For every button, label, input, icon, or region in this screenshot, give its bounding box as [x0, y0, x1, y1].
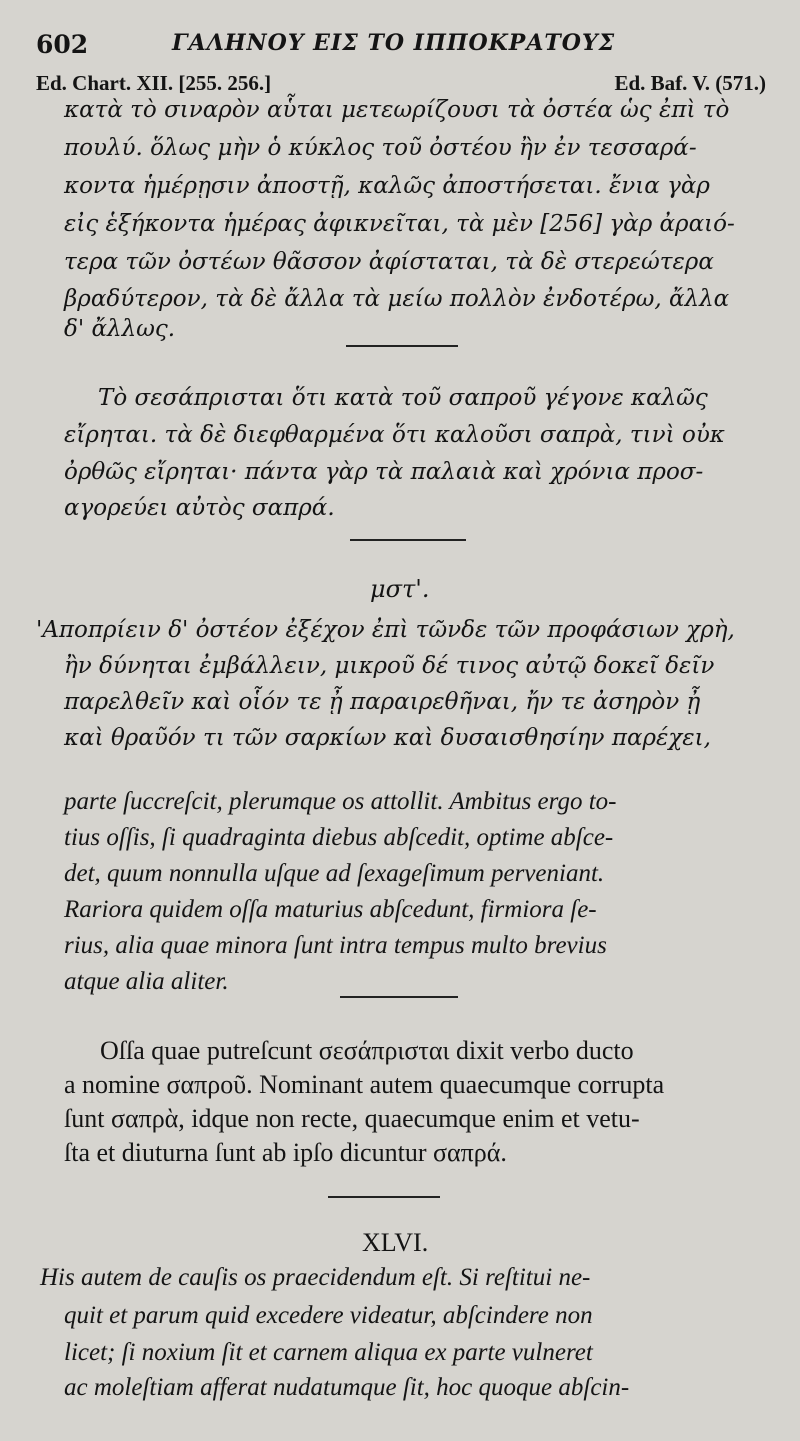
latin-section-heading: XLVI.: [362, 1228, 429, 1257]
greek-line: 'Αποπρίειν δ' ὀστέον ἐξέχον ἐπὶ τῶνδε τῶν προφάσιων χρὴ,: [36, 617, 735, 643]
greek-line: εἴρηται. τὰ δὲ διεφθαρμένα ὅτι καλοῦσι σαπρὰ, τινὶ οὐκ: [64, 422, 725, 448]
latin-line: ac moleſtiam afferat nudatumque ſit, hoc quoque abſcin-: [64, 1374, 630, 1401]
section-rule: [346, 345, 458, 347]
greek-line: Τὸ σεσάπρισται ὅτι κατὰ τοῦ σαπροῦ γέγονε καλῶς: [98, 385, 708, 411]
latin-line: Oſſa quae putreſcunt σεσάπρισται dixit verbo ducto: [100, 1036, 634, 1065]
latin-line: tius oſſis, ſi quadraginta diebus abſcedit, optime abſce-: [64, 824, 614, 851]
greek-line: εἰς ἑξήκοντα ἡμέρας ἀφικνεῖται, τὰ μὲν [256] γὰρ ἀραιό-: [64, 211, 735, 237]
latin-line: licet; ſi noxium ſit et carnem aliqua ex parte vulneret: [64, 1339, 593, 1366]
greek-line: βραδύτερον, τὰ δὲ ἄλλα τὰ μείω πολλὸν ἐνδοτέρω, ἄλλα: [64, 286, 730, 312]
greek-line: δ' ἄλλως.: [64, 316, 176, 342]
section-rule: [328, 1196, 440, 1198]
running-title: ΓΑΛΗΝΟΥ ΕΙΣ ΤΟ ΙΠΠΟΚΡΑΤΟΥΣ: [172, 30, 616, 56]
section-rule: [350, 539, 466, 541]
latin-line: det, quum nonnulla uſque ad ſexageſimum perveniant.: [64, 860, 605, 887]
greek-section-heading: μστ'.: [370, 575, 430, 603]
page-number: 602: [36, 30, 89, 59]
greek-line: ὀρθῶς εἴρηται· πάντα γὰρ τὰ παλαιὰ καὶ χρόνια προσ-: [64, 459, 704, 485]
latin-line: atque alia aliter.: [64, 968, 229, 995]
edition-reference-left: Ed. Chart. XII. [255. 256.]: [36, 71, 272, 95]
greek-line: ἢν δύνηται ἐμβάλλειν, μικροῦ δέ τινος αὐτῷ δοκεῖ δεῖν: [64, 653, 715, 679]
latin-line: rius, alia quae minora ſunt intra tempus multo brevius: [64, 932, 607, 959]
latin-line: quit et parum quid excedere videatur, abſcindere non: [64, 1302, 593, 1329]
greek-line: πουλύ. ὅλως μὴν ὁ κύκλος τοῦ ὀστέου ἢν ἐν τεσσαρά-: [64, 135, 697, 161]
latin-line: His autem de cauſis os praecidendum eſt. Si reſtitui ne-: [40, 1264, 591, 1291]
greek-line: κατὰ τὸ σιναρὸν αὗται μετεωρίζουσι τὰ ὀστέα ὡς ἐπὶ τὸ: [64, 97, 730, 123]
edition-reference-right: Ed. Baf. V. (571.): [614, 71, 766, 95]
greek-line: αγορεύει αὐτὸς σαπρά.: [64, 495, 335, 521]
latin-line: ſta et diuturna ſunt ab ipſo dicuntur σαπρά.: [64, 1138, 507, 1167]
latin-line: parte ſuccreſcit, plerumque os attollit. Ambitus ergo to-: [64, 788, 617, 815]
latin-line: a nomine σαπροῦ. Nominant autem quaecumque corrupta: [64, 1070, 665, 1099]
latin-line: Rariora quidem oſſa maturius abſcedunt, firmiora ſe-: [64, 896, 597, 923]
greek-line: παρελθεῖν καὶ οἷόν τε ᾖ παραιρεθῆναι, ἤν τε ἀσηρὸν ᾖ: [64, 689, 701, 715]
greek-line: καὶ θραῦόν τι τῶν σαρκίων καὶ δυσαισθησίην παρέχει,: [64, 725, 711, 751]
latin-line: ſunt σαπρὰ, idque non recte, quaecumque enim et vetu-: [64, 1104, 640, 1133]
greek-line: τερα τῶν ὀστέων θᾶσσον ἀφίσταται, τὰ δὲ στερεώτερα: [64, 249, 714, 275]
greek-line: κοντα ἡμέρῃσιν ἀποστῇ, καλῶς ἀποστήσεται. ἔνια γὰρ: [64, 173, 710, 199]
section-rule: [340, 996, 458, 998]
